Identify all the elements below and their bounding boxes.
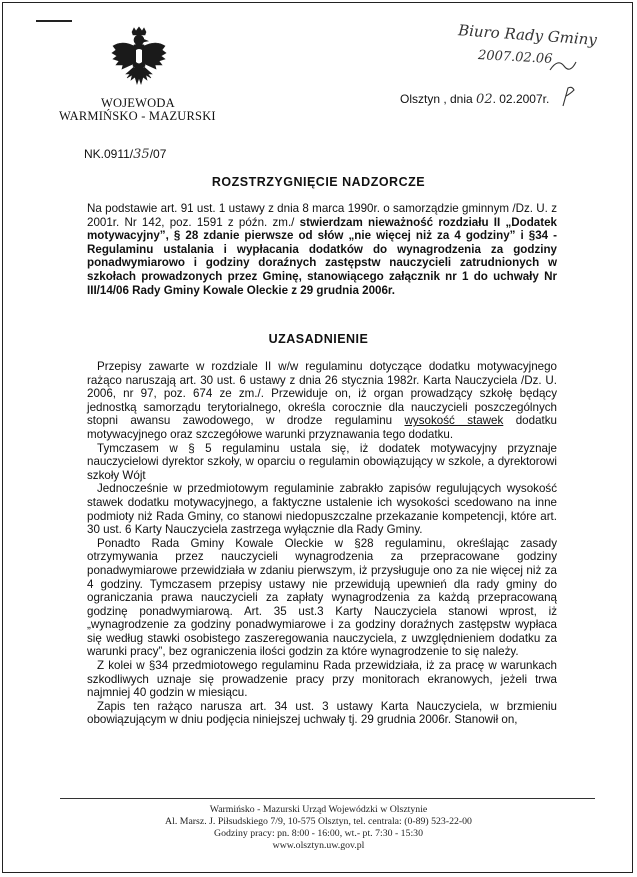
footer-office-name: Warmińsko - Mazurski Urząd Wojewódzki w Olsztynie [209, 804, 428, 815]
footer-divider [60, 798, 595, 799]
footer-address: Al. Marsz. J. Piłsudskiego 7/9, 10-575 Olsztyn, tel. centrala: (0-89) 523-22-00 [165, 816, 472, 827]
justification-paragraph-5: Z kolei w §34 przedmiotowego regulaminu Rada przewidziała, iż za pracę w warunkach szkodliwych uznaje się prowadzenie pracy przy monitorach ekranowych, jeżeli trwa najmniej 40 godzin w miesiącu. [87, 659, 557, 700]
reference-suffix: /07 [149, 147, 167, 161]
handwritten-initial-icon [560, 84, 578, 110]
eagle-emblem-icon [110, 26, 168, 92]
reference-prefix: NK.0911/ [84, 147, 134, 161]
justification-title: UZASADNIENIE [268, 332, 369, 346]
handwritten-paraph-icon [548, 56, 578, 76]
place-date-day: 02 [476, 92, 493, 107]
footer [0, 804, 637, 852]
justification-paragraph-6: Zapis ten rażąco narusza art. 34 ust. 3 ustawy Karta Nauczyciela, w brzmieniu obowiązującym w dniu podjęcia niniejszej uchwały tj. 29 grudnia 2006r. Stanowił on, [87, 699, 557, 727]
reference-number [84, 147, 166, 162]
p1-text-start: Przepisy zawarte w rozdziale II w/w regulaminu dotyczące dodatku motywacyjnego rażąco naruszają art. 30 ust. 6 ustawy z dnia 26 stycznia 1982r. Karta Nauczyciela /Dz. U. 2006, nr 97, poz. 674 ze zm./. Przewiduje on, iż organ prowadzący szkołę będący jednostką samorządu terytorialnego, określa corocznie dla nauczycieli poszczególnych stopni awansu zawodowego, w drodze regulaminu [87, 360, 557, 428]
document-title: ROZSTRZYGNIĘCIE NADZORCZE [211, 175, 426, 189]
p1-text-end: dodatku motywacyjnego oraz szczegółowe warunki przyznawania tego dodatku. [87, 414, 557, 441]
justification-paragraph-3: Jednocześnie w przedmiotowym regulaminie zabrakło zapisów regulujących wysokość stawek dodatku motywacyjnego, a faktyczne ustalenie ich wysokości scedowano na inne podmioty niż Rada Gminy, co stanowi niedopuszczalne przekazanie kompetencji, które art. 30 ust. 6 Karty Nauczyciela zastrzega wyłącznie dla Rady Gminy. [87, 482, 557, 537]
place-date-suffix: . 02.2007r. [492, 92, 550, 106]
justification-paragraph-2: Tymczasem w § 5 regulaminu ustala się, iż dodatek motywacyjny przyznaje nauczycielowi dyrektor szkoły, w oparciu o regulamin obowiązujący w szkole, a dyrektorowi szkoły Wójt [87, 441, 557, 482]
decision-paragraph [87, 202, 557, 297]
handwritten-receipt-note: Biuro Rady Gminy [457, 21, 598, 49]
place-date-prefix: Olsztyn , dnia [400, 92, 473, 106]
justification-body [87, 360, 557, 727]
justification-paragraph-4: Ponadto Rada Gminy Kowale Oleckie w §28 regulaminu, określając zasady otrzymywania przez nauczycieli wynagrodzenia za przepracowane godziny ponadwymiarowe przewidziała w zdaniu pierwszym, iż przysługuje ono za nie więcej niż za 4 godziny. Tymczasem przepisy ustawy nie przewidują upewnień dla rady gminy do ograniczania prawa nauczycieli za zapłaty wynagrodzenia za każdą przepracowaną godzinę ponadwymiarową. Art. 35 ust.3 Karty Nauczyciela stanowi wprost, iż „wynagrodzenie za godziny ponadwymiarowe i za godziny doraźnych zastępstw wypłaca się według stawki osobistego zaszeregowania nauczyciela, z uwzględnieniem dodatku za warunki pracy”, bez ograniczenia ilości godzin za które wynagrodzenie to się należy. [87, 536, 557, 659]
justification-paragraph-1 [87, 360, 557, 442]
authority-line1: WOJEWODA [101, 96, 175, 110]
corner-mark [36, 20, 72, 22]
decision-intro: Na podstawie art. 91 ust. 1 ustawy z dnia 8 marca 1990r. o samorządzie gminnym /Dz. U. z 2001r. Nr 142, poz. 1591 z późn. zm./ [87, 202, 557, 229]
decision-bold-text: stwierdzam nieważność rozdziału II „Dodatek motywacyjny”, § 28 zdanie pierwsze od słów „nie więcej niż za 4 godziny” i §34 - Regulaminu ustalania i wypłacania dodatków do wynagrodzenia za godziny ponadwymiarowo i godziny doraźnych zastępstw nauczycieli zatrudnionych w szkołach prowadzonych przez Gminę, stanowiącego załącznik nr 1 do uchwały Nr III/14/06 Rady Gminy Kowale Oleckie z 29 grudnia 2006r. [87, 215, 557, 297]
p1-underlined-phrase: wysokość stawek [404, 414, 504, 428]
place-and-date [400, 92, 549, 107]
footer-website: www.olsztyn.uw.gov.pl [272, 840, 365, 851]
handwritten-receipt-date: 2007.02.06 [477, 48, 553, 67]
authority-line2: WARMIŃSKO - MAZURSKI [59, 109, 216, 123]
footer-office-hours: Godziny pracy: pn. 8:00 - 16:00, wt.- pt. 7:30 - 15:30 [214, 828, 423, 839]
reference-number-handwritten: 35 [133, 147, 150, 162]
